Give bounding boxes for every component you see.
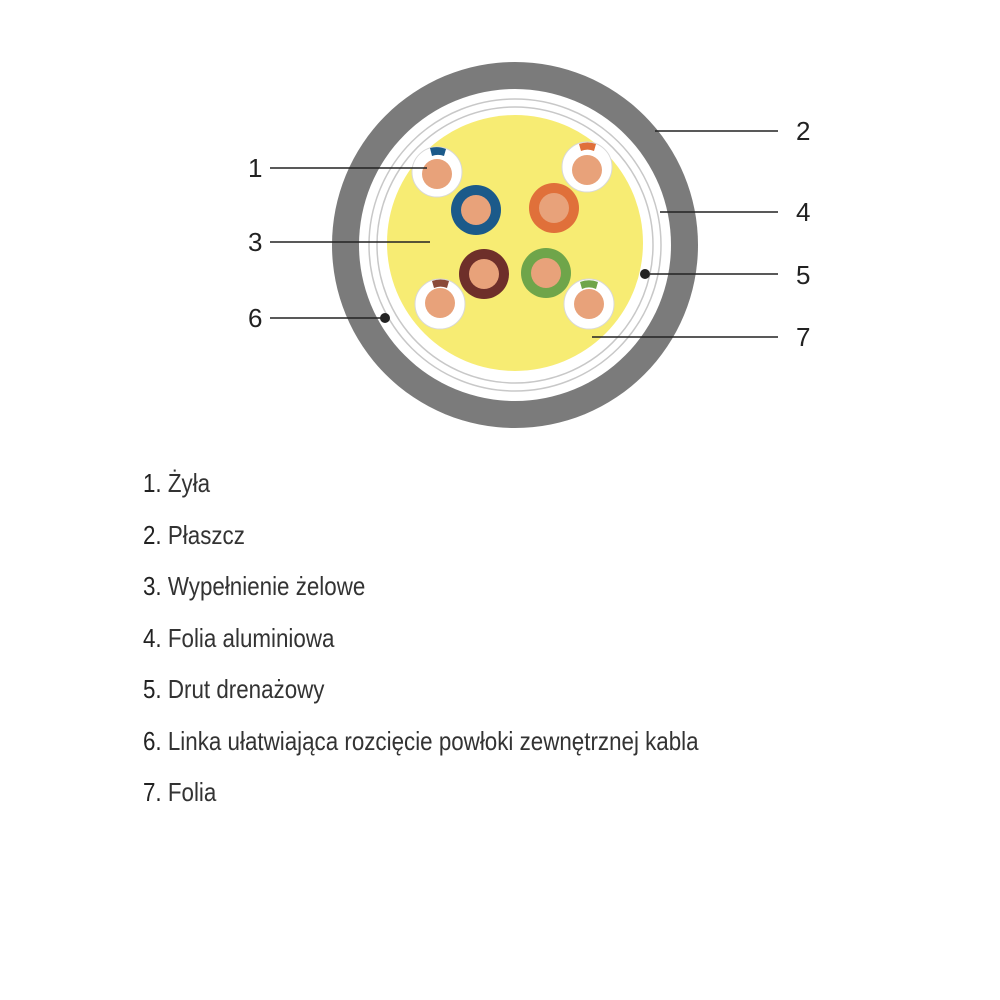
callout-5: 5 xyxy=(796,260,811,290)
callout-6: 6 xyxy=(248,303,263,333)
callout-4: 4 xyxy=(796,197,811,227)
legend-item xyxy=(143,561,699,613)
drain-wire-dot xyxy=(640,269,650,279)
legend-item xyxy=(143,613,699,665)
legend-number: 1. xyxy=(143,468,162,498)
callout-3: 3 xyxy=(248,227,263,257)
legend-number: 6. xyxy=(143,725,162,756)
conductor-blue xyxy=(451,185,501,235)
callout-2: 2 xyxy=(796,116,811,146)
legend-item xyxy=(143,767,699,819)
legend-text: Drut drenażowy xyxy=(167,674,325,704)
cable-cross-section-diagram xyxy=(0,0,1000,440)
legend-number: 5. xyxy=(143,674,162,704)
conductor-brown xyxy=(459,249,509,299)
callout-1: 1 xyxy=(248,153,263,183)
legend-number: 4. xyxy=(143,622,162,653)
conductor-green xyxy=(521,248,571,298)
legend-text: Linka ułatwiająca rozcięcie powłoki zewnętrznej kabla xyxy=(167,725,699,756)
legend-text: Folia aluminiowa xyxy=(167,622,335,653)
legend-item xyxy=(143,510,699,562)
legend-text: Żyła xyxy=(167,468,211,498)
conductor-bottom-right xyxy=(564,279,614,329)
conductor-top-right xyxy=(562,142,612,192)
legend-text: Wypełnienie żelowe xyxy=(167,571,366,601)
conductor-bottom-left xyxy=(415,279,465,329)
legend-number: 2. xyxy=(143,519,162,550)
legend-number: 3. xyxy=(143,571,162,601)
conductor-top-left xyxy=(412,147,462,197)
callout-7: 7 xyxy=(796,322,811,352)
legend-text: Płaszcz xyxy=(167,519,245,550)
legend-text: Folia xyxy=(167,777,217,807)
legend-item xyxy=(143,664,699,716)
legend-item xyxy=(143,458,699,510)
legend-list xyxy=(143,458,789,819)
legend-item xyxy=(143,716,699,768)
conductor-orange xyxy=(529,183,579,233)
legend-number: 7. xyxy=(143,777,162,807)
